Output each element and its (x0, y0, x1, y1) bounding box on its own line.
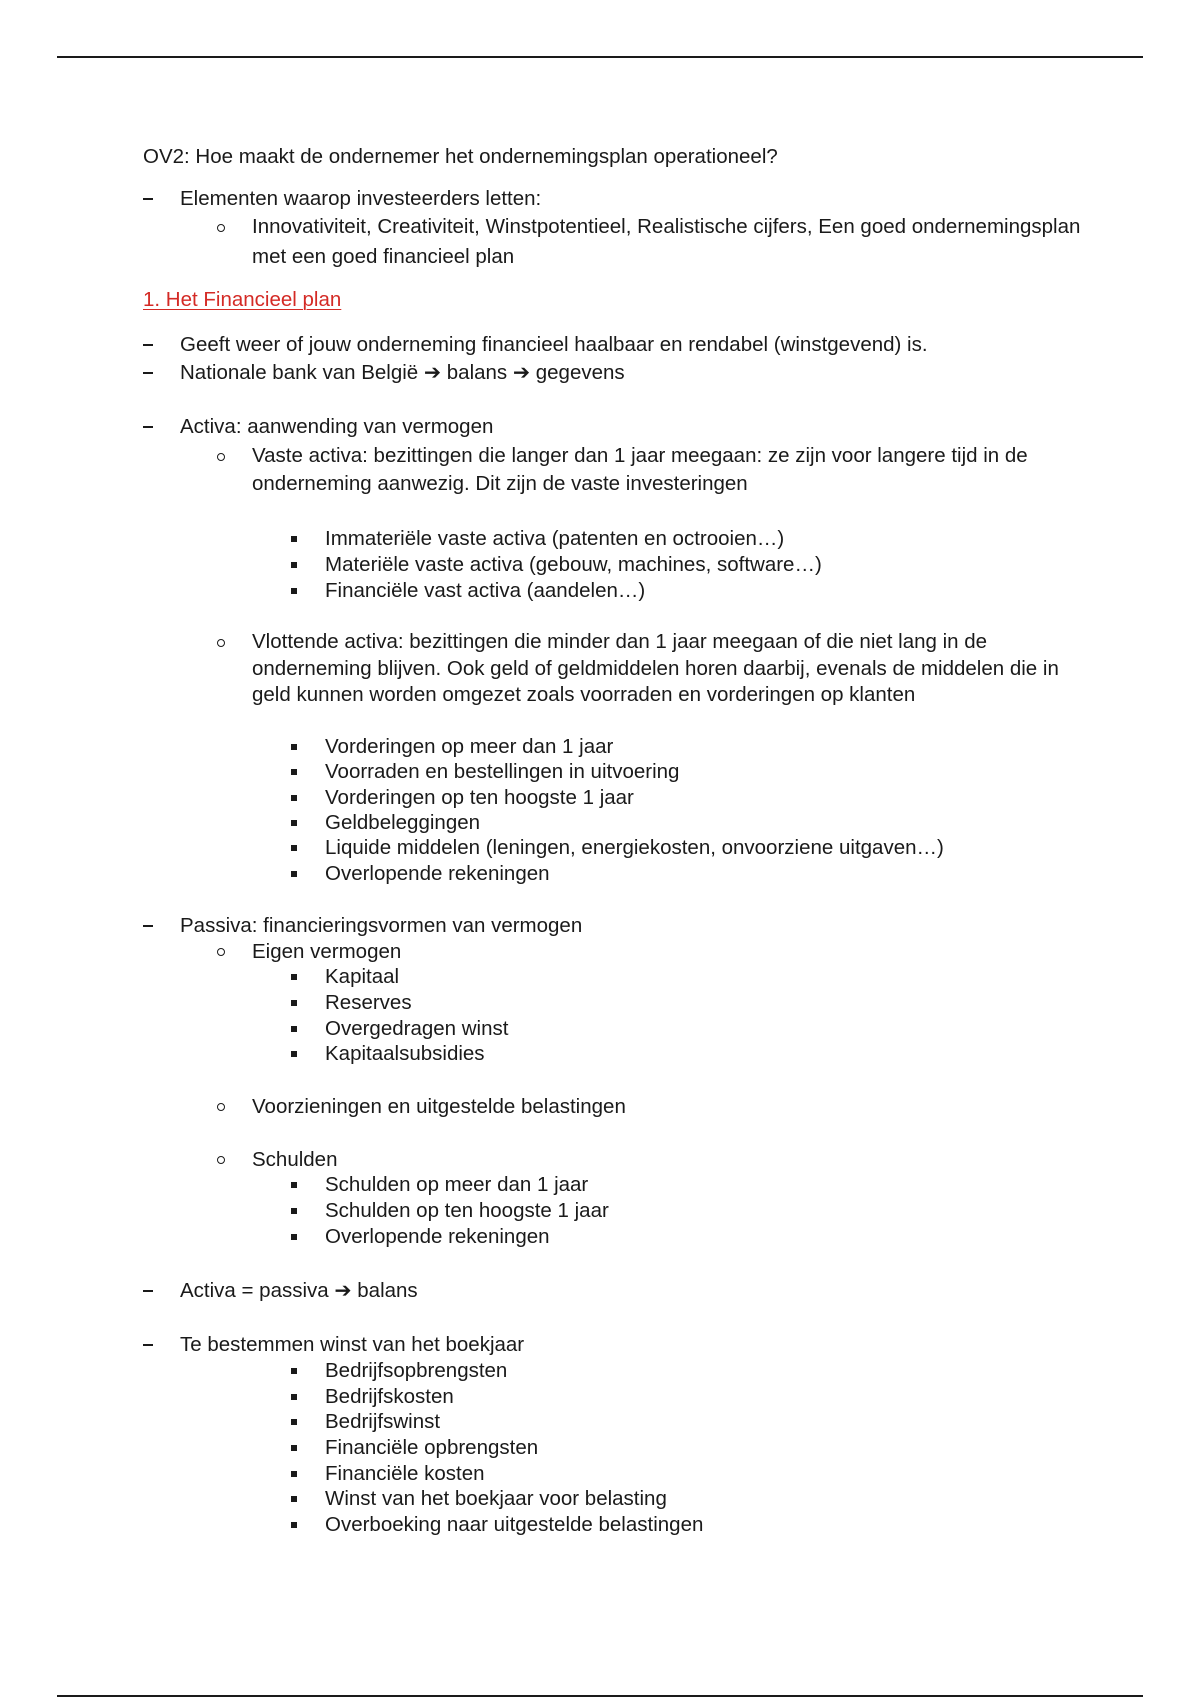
square-bullet (291, 1208, 297, 1214)
voorzieningen-label: Voorzieningen en uitgestelde belastingen (252, 1095, 626, 1118)
eigen-vermogen-item: Kapitaal (325, 965, 400, 988)
activa-label: Activa: aanwending van vermogen (180, 415, 494, 438)
winst-label: Te bestemmen winst van het boekjaar (180, 1333, 525, 1356)
vlottende-activa-item: Vorderingen op meer dan 1 jaar (325, 735, 614, 758)
dash-bullet (143, 925, 153, 927)
circle-bullet (217, 1103, 225, 1111)
square-bullet (291, 1234, 297, 1240)
vlottende-activa-item: Voorraden en bestellingen in uitvoering (325, 760, 680, 783)
vaste-activa-line: Vaste activa: bezittingen die langer dan 1 jaar meegaan: ze zijn voor langere tijd in de (252, 444, 1028, 467)
winst-item: Financiële opbrengsten (325, 1436, 539, 1459)
winst-item: Bedrijfswinst (325, 1410, 441, 1433)
schulden-label: Schulden (252, 1148, 338, 1171)
top-rule (57, 56, 1143, 58)
intro-label: Elementen waarop investeerders letten: (180, 187, 542, 210)
dash-bullet (143, 372, 153, 374)
vlottende-activa-item: Geldbeleggingen (325, 811, 481, 834)
section-heading: 1. Het Financieel plan (143, 288, 342, 311)
vlottende-activa-line: Vlottende activa: bezittingen die minder dan 1 jaar meegaan of die niet lang in de (252, 630, 988, 653)
page-title: OV2: Hoe maakt de ondernemer het ondernemingsplan operationeel? (143, 145, 778, 168)
square-bullet (291, 974, 297, 980)
eigen-vermogen-item: Reserves (325, 991, 412, 1014)
vlottende-activa-line: onderneming blijven. Ook geld of geldmiddelen horen daarbij, evenals de middelen die in (252, 657, 1059, 680)
schulden-item: Schulden op ten hoogste 1 jaar (325, 1199, 609, 1222)
vaste-activa-item: Immateriële vaste activa (patenten en octrooien…) (325, 527, 785, 550)
square-bullet (291, 1182, 297, 1188)
square-bullet (291, 562, 297, 568)
square-bullet (291, 1394, 297, 1400)
bottom-rule (57, 1695, 1143, 1697)
schulden-item: Schulden op meer dan 1 jaar (325, 1173, 589, 1196)
vlottende-activa-item: Vorderingen op ten hoogste 1 jaar (325, 786, 634, 809)
square-bullet (291, 536, 297, 542)
square-bullet (291, 1051, 297, 1057)
circle-bullet (217, 948, 225, 956)
square-bullet (291, 744, 297, 750)
vaste-activa-item: Materiële vaste activa (gebouw, machines, software…) (325, 553, 822, 576)
circle-bullet (217, 224, 225, 232)
winst-item: Financiële kosten (325, 1462, 485, 1485)
eigen-vermogen-item: Overgedragen winst (325, 1017, 509, 1040)
bullet-text: Geeft weer of jouw onderneming financieel haalbaar en rendabel (winstgevend) is. (180, 333, 928, 356)
winst-item: Bedrijfskosten (325, 1385, 454, 1408)
square-bullet (291, 1522, 297, 1528)
square-bullet (291, 769, 297, 775)
vlottende-activa-line: geld kunnen worden omgezet zoals voorraden en vorderingen op klanten (252, 683, 916, 706)
eigen-vermogen-label: Eigen vermogen (252, 940, 402, 963)
square-bullet (291, 1445, 297, 1451)
dash-bullet (143, 1344, 153, 1346)
vaste-activa-line: onderneming aanwezig. Dit zijn de vaste investeringen (252, 472, 748, 495)
intro-sub-line: met een goed financieel plan (252, 245, 515, 268)
dash-bullet (143, 198, 153, 200)
winst-item: Winst van het boekjaar voor belasting (325, 1487, 667, 1510)
winst-item: Overboeking naar uitgestelde belastingen (325, 1513, 704, 1536)
square-bullet (291, 1419, 297, 1425)
square-bullet (291, 1496, 297, 1502)
eigen-vermogen-item: Kapitaalsubsidies (325, 1042, 485, 1065)
winst-item: Bedrijfsopbrengsten (325, 1359, 508, 1382)
square-bullet (291, 588, 297, 594)
vlottende-activa-item: Overlopende rekeningen (325, 862, 550, 885)
balans-line: Activa = passiva ➔ balans (180, 1279, 418, 1302)
square-bullet (291, 845, 297, 851)
square-bullet (291, 820, 297, 826)
square-bullet (291, 1471, 297, 1477)
square-bullet (291, 1000, 297, 1006)
schulden-item: Overlopende rekeningen (325, 1225, 550, 1248)
square-bullet (291, 795, 297, 801)
bullet-text: Nationale bank van België ➔ balans ➔ gegevens (180, 361, 625, 384)
dash-bullet (143, 1290, 153, 1292)
vaste-activa-item: Financiële vast activa (aandelen…) (325, 579, 646, 602)
vlottende-activa-item: Liquide middelen (leningen, energiekosten, onvoorziene uitgaven…) (325, 836, 944, 859)
circle-bullet (217, 639, 225, 647)
intro-sub-line: Innovativiteit, Creativiteit, Winstpotentieel, Realistische cijfers, Een goed ondernemingsplan (252, 215, 1081, 238)
circle-bullet (217, 1156, 225, 1164)
square-bullet (291, 1026, 297, 1032)
circle-bullet (217, 453, 225, 461)
dash-bullet (143, 344, 153, 346)
dash-bullet (143, 426, 153, 428)
passiva-label: Passiva: financieringsvormen van vermogen (180, 914, 583, 937)
square-bullet (291, 871, 297, 877)
square-bullet (291, 1368, 297, 1374)
